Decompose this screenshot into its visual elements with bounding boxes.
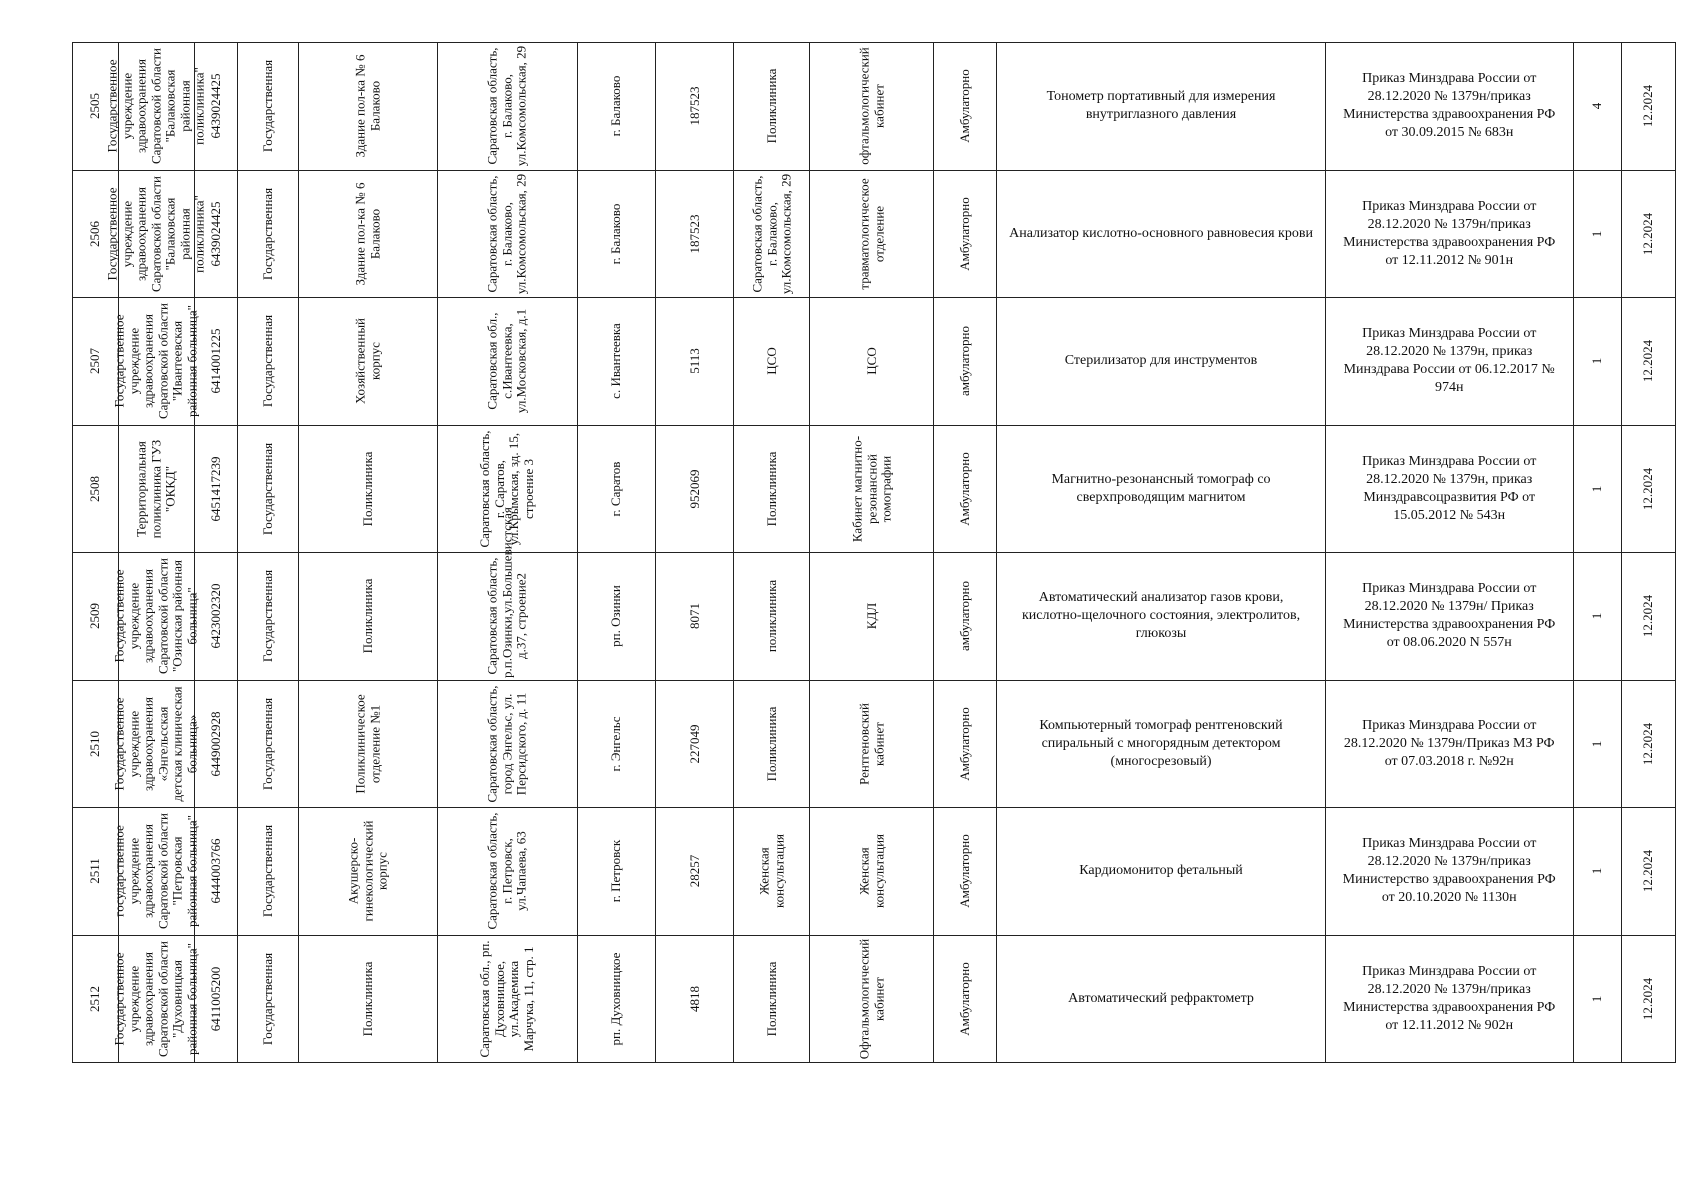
ownership-cell [238, 43, 299, 171]
order-text: Приказ Минздрава России от 28.12.2020 № 1379н/приказ Министерства здравоохранения РФ от 30.09.2015 № 683н [1343, 71, 1556, 141]
inn-text: 6439024425 [207, 73, 223, 139]
equipment-cell [997, 935, 1325, 1063]
department-text: офтальмологический кабинет [856, 47, 886, 166]
address-text: Саратовская область, город Энгельс, ул. Персидского, д. 11 [484, 685, 529, 803]
city-text: г. Энгельс [607, 716, 623, 772]
address-cell [438, 935, 577, 1063]
unit-type-text: Поликлиника [763, 706, 779, 782]
ownership-text: Государственная [259, 187, 275, 280]
inn-text: 6449002928 [207, 711, 223, 777]
city-text: с. Ивантеевка [607, 323, 623, 400]
organization-cell [111, 935, 200, 1063]
organization-cell [104, 170, 207, 298]
population-cell [655, 553, 733, 681]
org-text: Государственное учреждение здравоохранения Саратовской области "Озинская районная больница" [111, 558, 200, 675]
order-cell [1325, 935, 1573, 1063]
order-text: Приказ Минздрава России от 28.12.2020 № 1379н/ Приказ Министерства здравоохранения РФ от 08.06.2020 N 557н [1343, 581, 1556, 651]
equipment-cell [997, 170, 1325, 298]
equipment-cell [997, 680, 1325, 808]
address-cell [438, 43, 577, 171]
equipment-cell [997, 808, 1325, 936]
org-text: Государственное учреждение здравоохранения Саратовской области "Ивантеевская районная больница" [111, 303, 200, 420]
period-cell [1621, 808, 1675, 936]
population-text: 227049 [686, 724, 702, 764]
city-text: г. Петровск [607, 840, 623, 903]
org-text: Государственное учреждение здравоохранения «Энгельсская детская клиническая больница» [111, 686, 200, 802]
building-cell [299, 425, 438, 553]
equipment-register-table [72, 42, 1676, 1063]
period-text: 12.2024 [1640, 595, 1656, 638]
unit-type-cell [734, 808, 810, 936]
inn-text: 6423002320 [207, 583, 223, 649]
order-text: Приказ Минздрава России от 28.12.2020 № 1379н/приказ Министерство здравоохранения РФ от 20.10.2020 № 1130н [1342, 836, 1556, 906]
num-text: 2512 [87, 985, 103, 1012]
quantity-cell [1573, 680, 1621, 808]
city-cell [577, 808, 655, 936]
quantity-cell [1573, 298, 1621, 426]
table-row [73, 298, 1676, 426]
quantity-cell [1573, 935, 1621, 1063]
order-cell [1325, 553, 1573, 681]
period-text: 12.2024 [1640, 850, 1656, 893]
department-cell [810, 680, 934, 808]
inn-cell [194, 553, 238, 681]
city-text: г. Саратов [607, 461, 623, 517]
city-cell [577, 935, 655, 1063]
row-number-cell [73, 425, 119, 553]
address-text: Саратовская обл., с.Ивантеевка, ул.Московская, д.1 [484, 309, 529, 414]
unit-type-text: ЦСО [763, 347, 779, 375]
care-type-cell [934, 298, 997, 426]
org-text: государственное учреждение здравоохранения Саратовской области "Петровская районная больница" [111, 813, 200, 930]
care-text: Амбулаторно [957, 196, 973, 271]
qty-text: 1 [1588, 740, 1604, 747]
building-cell [299, 298, 438, 426]
table-row [73, 170, 1676, 298]
qty-text: 4 [1588, 103, 1604, 110]
care-type-cell [934, 935, 997, 1063]
ownership-cell [238, 553, 299, 681]
organization-cell [111, 680, 200, 808]
equipment-text: Тонометр портативный для измерения внутриглазного давления [1046, 89, 1276, 123]
population-cell [655, 425, 733, 553]
org-text: Территориальная поликлиника ГУЗ "ОККД" [133, 439, 178, 539]
unit-type-text: Поликлиника [763, 961, 779, 1037]
equipment-text: Магнитно-резонансный томограф со сверхпроводящим магнитом [1051, 471, 1271, 505]
inn-cell [194, 298, 238, 426]
organization-cell [118, 425, 194, 553]
equipment-cell [997, 298, 1325, 426]
address-text: Саратовская обл., рп. Духовницкое, ул.Академика Марчука, 11, стр. 1 [477, 940, 536, 1058]
period-cell [1621, 170, 1675, 298]
equipment-text: Автоматический рефрактометр [1068, 990, 1254, 1006]
table-row [73, 425, 1676, 553]
qty-text: 1 [1588, 358, 1604, 365]
order-cell [1325, 170, 1573, 298]
ownership-cell [238, 425, 299, 553]
ownership-text: Государственная [259, 442, 275, 535]
inn-cell [194, 425, 238, 553]
building-text: Акушерско-гинекологический корпус [345, 820, 390, 922]
equipment-text: Стерилизатор для инструментов [1064, 353, 1258, 369]
building-cell [299, 43, 438, 171]
building-cell [299, 170, 438, 298]
care-text: Амбулаторно [957, 834, 973, 909]
period-text: 12.2024 [1640, 977, 1656, 1020]
department-cell [810, 170, 934, 298]
city-cell [577, 425, 655, 553]
equipment-text: Анализатор кислотно-основного равновесия крови [1009, 225, 1313, 241]
care-type-cell [934, 43, 997, 171]
building-text: Здание пол-ка № 6 Балаково [352, 54, 383, 158]
care-text: Амбулаторно [957, 961, 973, 1036]
ownership-text: Государственная [259, 825, 275, 918]
care-type-cell [934, 170, 997, 298]
city-cell [577, 43, 655, 171]
ownership-text: Государственная [259, 952, 275, 1045]
city-text: г. Балаково [607, 203, 623, 265]
department-text: Офтальмологический кабинет [856, 938, 886, 1059]
ownership-text: Государственная [259, 60, 275, 153]
department-text: КДЛ [863, 603, 879, 630]
equipment-text: Кардиомонитор фетальный [1079, 863, 1243, 879]
population-cell [655, 935, 733, 1063]
order-text: Приказ Минздрава России от 28.12.2020 № 1379н/Приказ МЗ РФ от 07.03.2018 г. №92н [1343, 717, 1555, 769]
address-text: Саратовская область, р.п.Озинки,ул.Большевистская д.37, строение2 [484, 507, 529, 679]
care-type-cell [934, 425, 997, 553]
equipment-cell [997, 553, 1325, 681]
ownership-cell [238, 298, 299, 426]
qty-text: 1 [1588, 485, 1604, 492]
ownership-text: Государственная [259, 570, 275, 663]
inn-text: 6444003766 [207, 838, 223, 904]
department-text: Кабинет магнитно-резонансной томографии [849, 435, 894, 542]
address-text: Саратовская область, г. Саратов, ул.Крымская, зд. 15, строение 3 [477, 430, 536, 548]
care-text: амбулаторно [957, 326, 973, 397]
organization-cell [111, 553, 200, 681]
unit-type-cell [734, 43, 810, 171]
population-cell [655, 298, 733, 426]
inn-cell [194, 170, 238, 298]
equipment-cell [997, 43, 1325, 171]
period-cell [1621, 43, 1675, 171]
department-cell [810, 553, 934, 681]
city-cell [577, 298, 655, 426]
population-cell [655, 43, 733, 171]
organization-cell [111, 808, 200, 936]
inn-cell [194, 935, 238, 1063]
building-cell [299, 935, 438, 1063]
order-cell [1325, 808, 1573, 936]
city-text: г. Балаково [607, 75, 623, 137]
city-text: рп. Духовницкое [607, 952, 623, 1046]
department-text: травматологическое отделение [856, 178, 886, 290]
care-text: Амбулаторно [957, 451, 973, 526]
address-cell [438, 507, 577, 681]
period-cell [1621, 680, 1675, 808]
period-cell [1621, 553, 1675, 681]
population-cell [655, 680, 733, 808]
table-row [73, 553, 1676, 681]
num-text: 2510 [87, 730, 103, 757]
building-text: Поликлиника [360, 578, 376, 654]
qty-text: 1 [1588, 230, 1604, 237]
address-cell [438, 680, 577, 808]
building-text: Поликлиническое отделение №1 [352, 694, 383, 794]
org-text: Государственное учреждение здравоохранения Саратовской области "Балаковская районная поликлиника" [104, 175, 207, 292]
address-text: Саратовская область, г. Балаково, ул.Комсомольская, 29 [484, 46, 529, 167]
org-text: Государственное учреждение здравоохранения Саратовской области "Балаковская районная поликлиника" [104, 48, 207, 165]
quantity-cell [1573, 43, 1621, 171]
num-text: 2508 [87, 475, 103, 502]
unit-type-text: Саратовская область, г. Балаково, ул.Комсомольская, 29 [748, 173, 793, 294]
organization-cell [111, 298, 200, 426]
ownership-cell [238, 680, 299, 808]
care-text: Амбулаторно [957, 69, 973, 144]
inn-text: 6451417239 [207, 456, 223, 522]
population-text: 187523 [686, 214, 702, 254]
unit-type-cell [734, 680, 810, 808]
department-cell [810, 43, 934, 171]
building-text: Здание пол-ка № 6 Балаково [352, 182, 383, 286]
quantity-cell [1573, 425, 1621, 553]
city-cell [577, 680, 655, 808]
population-text: 187523 [686, 86, 702, 126]
care-type-cell [934, 808, 997, 936]
population-text: 952069 [686, 469, 702, 509]
unit-type-cell [734, 935, 810, 1063]
address-cell [438, 170, 577, 298]
care-text: амбулаторно [957, 581, 973, 652]
equipment-text: Компьютерный томограф рентгеновский спиральный с многорядным детектором (многосрезовый) [1039, 717, 1283, 769]
ownership-text: Государственная [259, 697, 275, 790]
equipment-cell [997, 425, 1325, 553]
inn-text: 6411005200 [207, 966, 223, 1032]
population-text: 8071 [686, 603, 702, 630]
care-type-cell [934, 553, 997, 681]
inn-cell [194, 680, 238, 808]
unit-type-text: Женская консультация [756, 834, 786, 909]
unit-type-text: Поликлиника [763, 68, 779, 144]
address-text: Саратовская область, г. Петровск, ул.Чапаева, 63 [484, 812, 529, 930]
ownership-cell [238, 935, 299, 1063]
num-text: 2505 [87, 93, 103, 120]
qty-text: 1 [1588, 868, 1604, 875]
population-text: 5113 [686, 348, 702, 375]
table-row [73, 43, 1676, 171]
order-cell [1325, 680, 1573, 808]
population-cell [655, 808, 733, 936]
inn-text: 6414001225 [207, 328, 223, 394]
table-row [73, 808, 1676, 936]
num-text: 2507 [87, 348, 103, 375]
period-text: 12.2024 [1640, 722, 1656, 765]
order-text: Приказ Минздрава России от 28.12.2020 № 1379н/приказ Министерства здравоохранения РФ от 12.11.2012 № 901н [1343, 198, 1556, 268]
inn-text: 6439024425 [207, 201, 223, 267]
period-cell [1621, 425, 1675, 553]
department-cell [810, 808, 934, 936]
population-text: 28257 [686, 855, 702, 888]
period-cell [1621, 935, 1675, 1063]
unit-type-cell [734, 170, 810, 298]
building-text: Хозяйственный корпус [352, 318, 383, 405]
unit-type-text: поликлиника [763, 580, 779, 653]
population-text: 4818 [686, 985, 702, 1012]
quantity-cell [1573, 808, 1621, 936]
ownership-cell [238, 808, 299, 936]
order-cell [1325, 425, 1573, 553]
period-text: 12.2024 [1640, 340, 1656, 383]
qty-text: 1 [1588, 613, 1604, 620]
ownership-cell [238, 170, 299, 298]
care-text: Амбулаторно [957, 706, 973, 781]
address-cell [438, 298, 577, 426]
building-cell [299, 808, 438, 936]
num-text: 2511 [87, 858, 103, 885]
unit-type-cell [734, 553, 810, 681]
address-cell [438, 808, 577, 936]
table-row [73, 935, 1676, 1063]
ownership-text: Государственная [259, 315, 275, 408]
order-cell [1325, 43, 1573, 171]
period-text: 12.2024 [1640, 467, 1656, 510]
city-cell [577, 553, 655, 681]
org-text: Государственное учреждение здравоохранения Саратовской области "Духовницкая районная больница" [111, 940, 200, 1057]
department-cell [810, 935, 934, 1063]
order-text: Приказ Минздрава России от 28.12.2020 № 1379н/приказ Министерства здравоохранения РФ от 12.11.2012 № 902н [1343, 963, 1556, 1033]
inn-cell [194, 43, 238, 171]
building-text: Поликлиника [360, 451, 376, 527]
department-text: ЦСО [863, 347, 879, 375]
unit-type-cell [734, 298, 810, 426]
building-text: Поликлиника [360, 961, 376, 1037]
table-row [73, 680, 1676, 808]
department-text: Женская консультация [856, 834, 886, 909]
order-text: Приказ Минздрава России от 28.12.2020 № 1379н, приказ Минздравсоцразвития РФ от 15.05.2012 № 543н [1362, 453, 1537, 523]
building-cell [299, 553, 438, 681]
city-cell [577, 170, 655, 298]
period-text: 12.2024 [1640, 85, 1656, 128]
unit-type-text: Поликлиника [763, 451, 779, 527]
quantity-cell [1573, 170, 1621, 298]
num-text: 2509 [87, 603, 103, 630]
qty-text: 1 [1588, 995, 1604, 1002]
building-cell [299, 680, 438, 808]
department-cell [810, 425, 934, 553]
unit-type-cell [734, 425, 810, 553]
department-text: Рентгеновский кабинет [856, 702, 886, 785]
inn-cell [194, 808, 238, 936]
city-text: рп. Озинки [607, 585, 623, 648]
organization-cell [104, 43, 207, 171]
period-cell [1621, 298, 1675, 426]
quantity-cell [1573, 553, 1621, 681]
population-cell [655, 170, 733, 298]
order-cell [1325, 298, 1573, 426]
num-text: 2506 [87, 220, 103, 247]
care-type-cell [934, 680, 997, 808]
address-text: Саратовская область, г. Балаково, ул.Комсомольская, 29 [484, 173, 529, 294]
department-cell [810, 298, 934, 426]
order-text: Приказ Минздрава России от 28.12.2020 № 1379н, приказ Минздрава России от 06.12.2017 № 974н [1343, 326, 1555, 396]
period-text: 12.2024 [1640, 212, 1656, 255]
equipment-text: Автоматический анализатор газов крови, кислотно-щелочного состояния, электролитов, глюкозы [1021, 590, 1301, 642]
